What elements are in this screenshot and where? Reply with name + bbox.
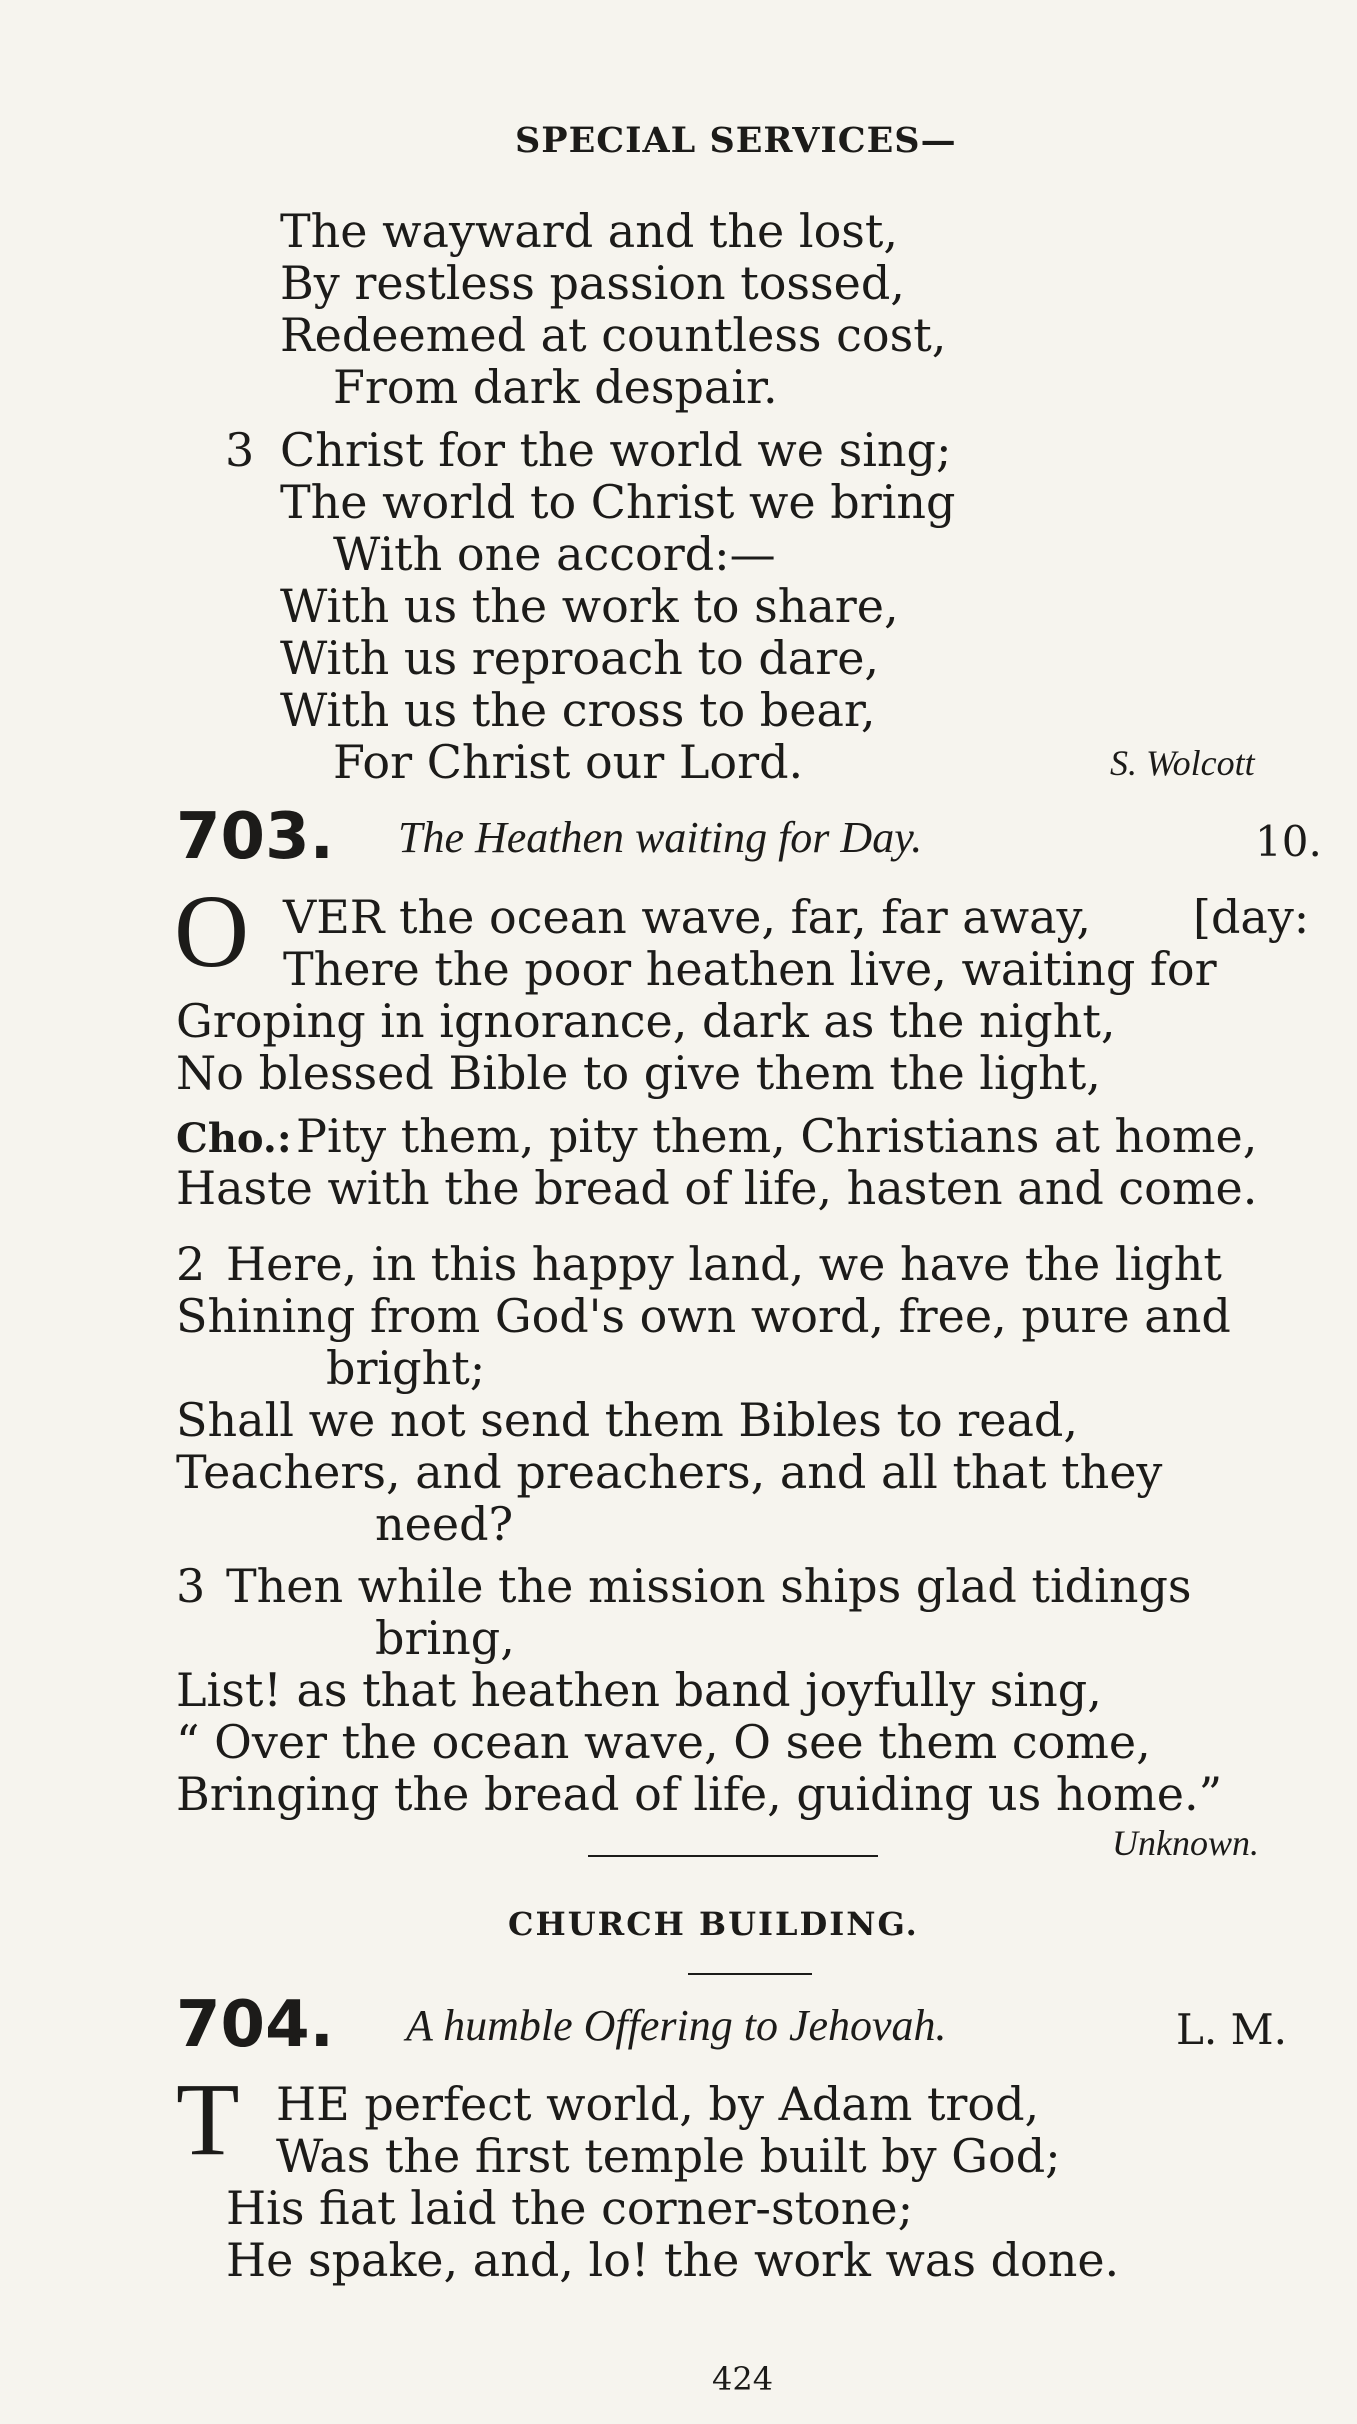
page-number: 424: [712, 2360, 774, 2398]
author-attribution: S. Wolcott: [1110, 743, 1255, 783]
hymn-meter: L. M.: [1176, 2005, 1287, 2054]
verse-line: There the poor heathen live, waiting for: [283, 942, 1217, 996]
verse-line: The world to Christ we bring: [280, 475, 956, 529]
verse-line: need?: [375, 1497, 514, 1551]
verse-line: Bringing the bread of life, guiding us home.”: [176, 1767, 1223, 1821]
verse-line: With us reproach to dare,: [280, 631, 880, 685]
author-attribution: Unknown.: [1112, 1823, 1259, 1863]
verse-line: Here, in this happy land, we have the light: [226, 1237, 1222, 1291]
verse-number: 3: [225, 423, 255, 477]
verse-line: bright;: [326, 1341, 486, 1395]
verse-line: Was the first temple built by God;: [276, 2129, 1061, 2183]
running-header: SPECIAL SERVICES—: [515, 120, 957, 161]
verse-line: With us the cross to bear,: [280, 683, 876, 737]
verse-line: bring,: [375, 1611, 515, 1665]
hymn-title: The Heathen waiting for Day.: [398, 813, 923, 862]
verse-line: No blessed Bible to give them the light,: [176, 1046, 1101, 1100]
verse-line: His fiat laid the corner-stone;: [226, 2181, 914, 2235]
verse-line: “ Over the ocean wave, O see them come,: [176, 1715, 1151, 1769]
hymn-title: A humble Offering to Jehovah.: [406, 2001, 947, 2050]
verse-line: For Christ our Lord.: [333, 735, 804, 789]
verse-line: He spake, and, lo! the work was done.: [226, 2233, 1120, 2287]
verse-line: With us the work to share,: [280, 579, 899, 633]
verse-line-overflow: [day:: [1193, 890, 1310, 944]
chorus-line: Pity them, pity them, Christians at home,: [296, 1109, 1258, 1163]
chorus-label: Cho.:: [176, 1115, 292, 1162]
hymn-meter: 10.: [1255, 817, 1322, 866]
verse-line: List! as that heathen band joyfully sing,: [176, 1663, 1102, 1717]
verse-line: Redeemed at countless cost,: [280, 308, 947, 362]
drop-cap: T: [176, 2062, 240, 2177]
section-heading: CHURCH BUILDING.: [508, 1905, 919, 1943]
verse-line: HE perfect world, by Adam trod,: [276, 2077, 1040, 2131]
chorus-line: Haste with the bread of life, hasten and come.: [176, 1161, 1258, 1215]
verse-line: Groping in ignorance, dark as the night,: [176, 994, 1116, 1048]
verse-number: 3: [176, 1559, 206, 1613]
hymn-number: 703.: [176, 800, 334, 874]
verse-line: Shining from God's own word, free, pure and: [176, 1289, 1231, 1343]
drop-cap: O: [174, 874, 250, 989]
hymn-number: 704.: [176, 1988, 334, 2062]
verse-line: From dark despair.: [333, 360, 778, 414]
verse-line: By restless passion tossed,: [280, 256, 905, 310]
verse-line: Shall we not send them Bibles to read,: [176, 1393, 1078, 1447]
verse-number: 2: [176, 1237, 206, 1291]
verse-line: VER the ocean wave, far, far away,: [283, 890, 1092, 944]
divider: [588, 1855, 878, 1857]
verse-line: With one accord:—: [333, 527, 776, 581]
verse-line: Christ for the world we sing;: [280, 423, 952, 477]
divider: [688, 1973, 812, 1975]
verse-line: Teachers, and preachers, and all that they: [176, 1445, 1163, 1499]
verse-line: Then while the mission ships glad tidings: [226, 1559, 1192, 1613]
verse-line: The wayward and the lost,: [280, 204, 898, 258]
